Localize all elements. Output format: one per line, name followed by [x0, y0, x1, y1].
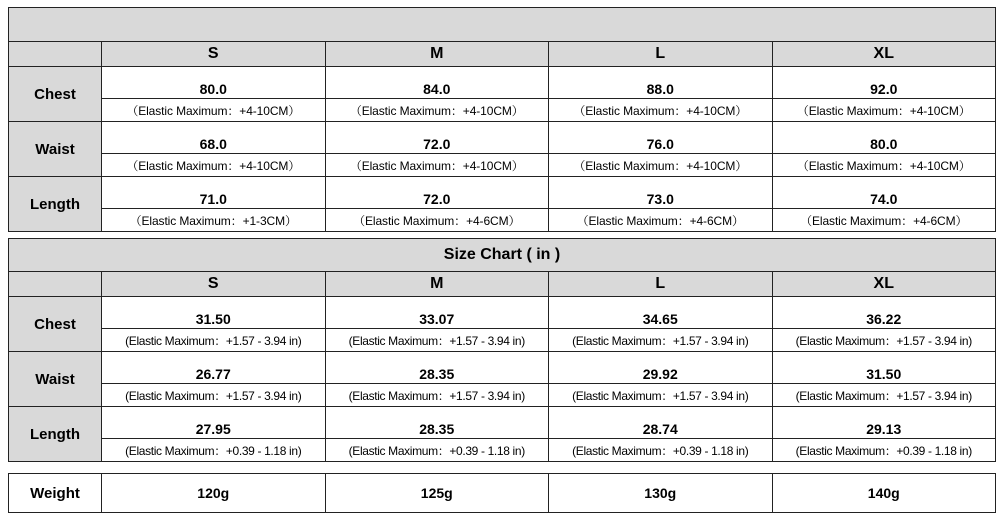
in-chest-value: 33.07	[325, 297, 549, 329]
in-length-value-row	[9, 407, 996, 439]
in-waist-value: 31.50	[772, 352, 996, 384]
in-length-value: 28.35	[325, 407, 549, 439]
cm-waist-value: 80.0	[772, 122, 996, 154]
weight-value: 140g	[772, 474, 996, 513]
in-length-note-row	[9, 439, 996, 462]
in-length-value: 27.95	[102, 407, 326, 439]
in-size-header: M	[325, 272, 549, 297]
size-chart-in-table	[8, 238, 996, 462]
cm-length-note: （Elastic Maximum：+1-3CM）	[102, 209, 326, 232]
in-length-value: 28.74	[549, 407, 773, 439]
cm-chest-note: （Elastic Maximum：+4-10CM）	[325, 99, 549, 122]
in-chest-note: (Elastic Maximum：+1.57 - 3.94 in)	[102, 329, 326, 352]
in-waist-note-row	[9, 384, 996, 407]
in-chart-title: Size Chart ( in )	[9, 239, 996, 272]
cm-row-label-waist: Waist	[9, 122, 102, 177]
weight-label: Weight	[9, 474, 102, 513]
in-length-note: (Elastic Maximum：+0.39 - 1.18 in)	[325, 439, 549, 462]
cm-size-header: S	[102, 42, 326, 67]
in-size-header: L	[549, 272, 773, 297]
in-chest-value: 36.22	[772, 297, 996, 329]
cm-size-header-row	[9, 42, 996, 67]
cm-chart-title	[9, 8, 996, 42]
in-waist-note: (Elastic Maximum：+1.57 - 3.94 in)	[549, 384, 773, 407]
cm-length-note-row	[9, 209, 996, 232]
cm-chest-value: 80.0	[102, 67, 326, 99]
cm-chest-value: 92.0	[772, 67, 996, 99]
size-chart-cm-table	[8, 7, 996, 232]
cm-waist-value: 72.0	[325, 122, 549, 154]
cm-length-value-row	[9, 177, 996, 209]
weight-value: 125g	[325, 474, 549, 513]
in-chest-note: (Elastic Maximum：+1.57 - 3.94 in)	[772, 329, 996, 352]
in-length-note: (Elastic Maximum：+0.39 - 1.18 in)	[102, 439, 326, 462]
in-chest-value-row	[9, 297, 996, 329]
cm-chest-value: 84.0	[325, 67, 549, 99]
cm-size-header: L	[549, 42, 773, 67]
cm-length-value: 74.0	[772, 177, 996, 209]
cm-chest-value: 88.0	[549, 67, 773, 99]
cm-size-header: XL	[772, 42, 996, 67]
weight-value: 130g	[549, 474, 773, 513]
in-chest-note-row	[9, 329, 996, 352]
in-row-label-length: Length	[9, 407, 102, 462]
in-size-header-row	[9, 272, 996, 297]
cm-header-corner	[9, 42, 102, 67]
cm-length-value: 72.0	[325, 177, 549, 209]
cm-length-note: （Elastic Maximum：+4-6CM）	[772, 209, 996, 232]
weight-table	[8, 473, 996, 513]
cm-chest-value-row	[9, 67, 996, 99]
cm-waist-note: （Elastic Maximum：+4-10CM）	[549, 154, 773, 177]
in-chest-note: (Elastic Maximum：+1.57 - 3.94 in)	[325, 329, 549, 352]
in-length-note: (Elastic Maximum：+0.39 - 1.18 in)	[549, 439, 773, 462]
cm-chest-note: （Elastic Maximum：+4-10CM）	[772, 99, 996, 122]
in-waist-value: 29.92	[549, 352, 773, 384]
in-waist-note: (Elastic Maximum：+1.57 - 3.94 in)	[325, 384, 549, 407]
cm-chest-note: （Elastic Maximum：+4-10CM）	[549, 99, 773, 122]
in-header-corner	[9, 272, 102, 297]
in-waist-note: (Elastic Maximum：+1.57 - 3.94 in)	[102, 384, 326, 407]
cm-length-value: 71.0	[102, 177, 326, 209]
in-waist-value-row	[9, 352, 996, 384]
cm-length-note: （Elastic Maximum：+4-6CM）	[549, 209, 773, 232]
weight-row	[9, 474, 996, 513]
in-chest-value: 31.50	[102, 297, 326, 329]
cm-waist-note: （Elastic Maximum：+4-10CM）	[325, 154, 549, 177]
in-title-row	[9, 239, 996, 272]
in-size-header: XL	[772, 272, 996, 297]
cm-chest-note-row	[9, 99, 996, 122]
cm-waist-note: （Elastic Maximum：+4-10CM）	[102, 154, 326, 177]
in-row-label-chest: Chest	[9, 297, 102, 352]
cm-size-header: M	[325, 42, 549, 67]
cm-chest-note: （Elastic Maximum：+4-10CM）	[102, 99, 326, 122]
in-length-note: (Elastic Maximum：+0.39 - 1.18 in)	[772, 439, 996, 462]
in-length-value: 29.13	[772, 407, 996, 439]
in-chest-value: 34.65	[549, 297, 773, 329]
in-chest-note: (Elastic Maximum：+1.57 - 3.94 in)	[549, 329, 773, 352]
cm-row-label-length: Length	[9, 177, 102, 232]
in-waist-note: (Elastic Maximum：+1.57 - 3.94 in)	[772, 384, 996, 407]
cm-waist-note: （Elastic Maximum：+4-10CM）	[772, 154, 996, 177]
cm-length-value: 73.0	[549, 177, 773, 209]
cm-title-row	[9, 8, 996, 42]
in-row-label-waist: Waist	[9, 352, 102, 407]
weight-value: 120g	[102, 474, 326, 513]
in-waist-value: 26.77	[102, 352, 326, 384]
cm-waist-note-row	[9, 154, 996, 177]
cm-waist-value: 68.0	[102, 122, 326, 154]
in-size-header: S	[102, 272, 326, 297]
cm-waist-value: 76.0	[549, 122, 773, 154]
cm-waist-value-row	[9, 122, 996, 154]
in-waist-value: 28.35	[325, 352, 549, 384]
cm-row-label-chest: Chest	[9, 67, 102, 122]
cm-length-note: （Elastic Maximum：+4-6CM）	[325, 209, 549, 232]
